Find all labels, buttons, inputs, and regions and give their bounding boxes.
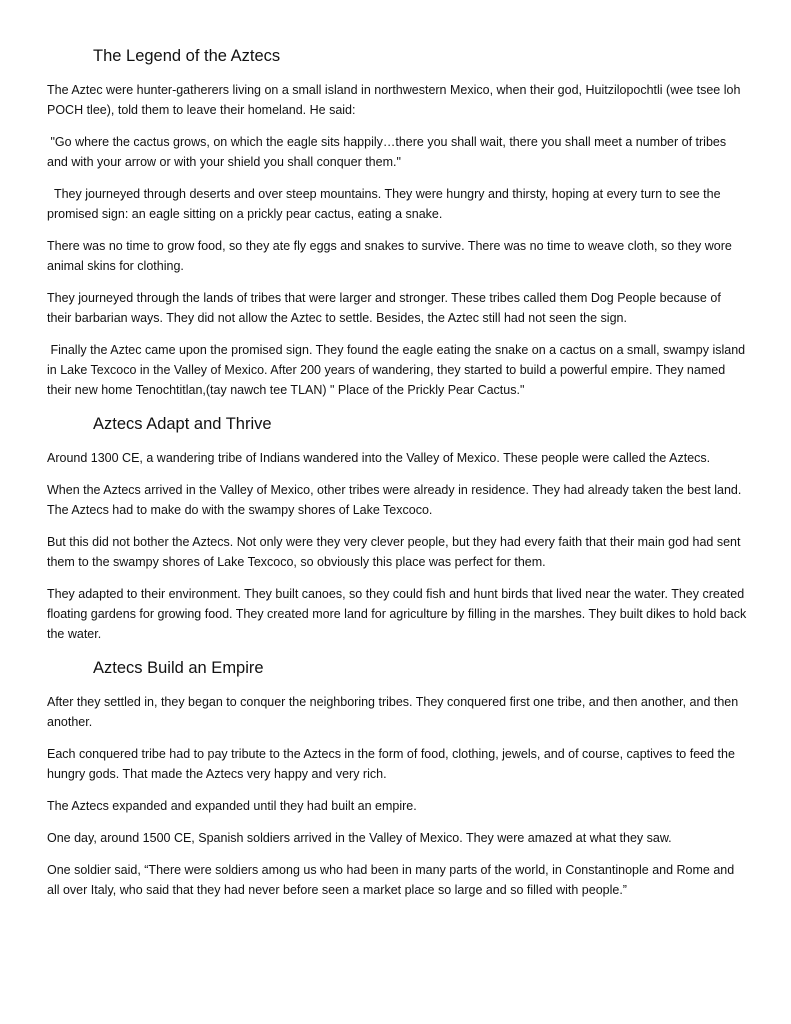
paragraph: Around 1300 CE, a wandering tribe of Indians wandered into the Valley of Mexico. These people were called the Aztecs.	[47, 451, 711, 465]
paragraph: There was no time to grow food, so they ate fly eggs and snakes to survive. There was no time to weave cloth, so they wore animal skins for clothing.	[47, 239, 732, 273]
paragraph: The Aztec were hunter-gatherers living on a small island in northwestern Mexico, when their god, Huitzilopochtli (wee tsee loh POCH tlee), told them to leave their homeland. He said:	[47, 83, 741, 117]
section-heading: The Legend of the Aztecs	[93, 47, 281, 65]
paragraph: When the Aztecs arrived in the Valley of Mexico, other tribes were already in residence. They had already taken the best land. The Aztecs had to make do with the swampy shores of Lake Texcoco.	[47, 483, 742, 517]
paragraph: One soldier said, “There were soldiers among us who had been in many parts of the world, in Constantinople and Rome and all over Italy, who said that they had never before seen a market place so large and so filled with people.”	[47, 863, 735, 897]
section-adapt-thrive	[47, 412, 747, 644]
document-body	[47, 44, 747, 912]
paragraph: "Go where the cactus grows, on which the eagle sits happily…there you shall wait, there you shall meet a number of tribes and with your arrow or with your shield you shall conquer them."	[47, 135, 730, 169]
paragraph: They journeyed through deserts and over steep mountains. They were hungry and thirsty, hoping at every turn to see the promised sign: an eagle sitting on a prickly pear cactus, eating a snake.	[47, 187, 725, 221]
section-heading: Aztecs Build an Empire	[93, 659, 264, 677]
paragraph: They adapted to their environment. They built canoes, so they could fish and hunt birds that lived near the water. They created floating gardens for growing food. They created more land for agriculture by filling in the marshes. They built dikes to hold back the water.	[47, 587, 747, 641]
paragraph: But this did not bother the Aztecs. Not only were they very clever people, but they had every faith that their main god had sent them to the swampy shores of Lake Texcoco, so obviously this place was perfect for them.	[47, 535, 741, 569]
section-legend	[47, 44, 747, 400]
paragraph: The Aztecs expanded and expanded until they had built an empire.	[47, 799, 417, 813]
paragraph: Each conquered tribe had to pay tribute to the Aztecs in the form of food, clothing, jewels, and of course, captives to feed the hungry gods. That made the Aztecs very happy and very rich.	[47, 747, 735, 781]
paragraph: After they settled in, they began to conquer the neighboring tribes. They conquered first one tribe, and then another, and then another.	[47, 695, 739, 729]
paragraph: One day, around 1500 CE, Spanish soldiers arrived in the Valley of Mexico. They were amazed at what they saw.	[47, 831, 672, 845]
paragraph: They journeyed through the lands of tribes that were larger and stronger. These tribes called them Dog People because of their barbarian ways. They did not allow the Aztec to settle. Besides, the Aztec still had not seen the sign.	[47, 291, 721, 325]
section-build-empire	[47, 656, 747, 900]
section-heading: Aztecs Adapt and Thrive	[93, 415, 272, 433]
paragraph: Finally the Aztec came upon the promised sign. They found the eagle eating the snake on a cactus on a small, swampy island in Lake Texcoco in the Valley of Mexico. After 200 years of wandering, they started to build a powerful empire. They named their new home Tenochtitlan,(tay nawch tee TLAN) " Place of the Prickly Pear Cactus."	[47, 343, 749, 397]
